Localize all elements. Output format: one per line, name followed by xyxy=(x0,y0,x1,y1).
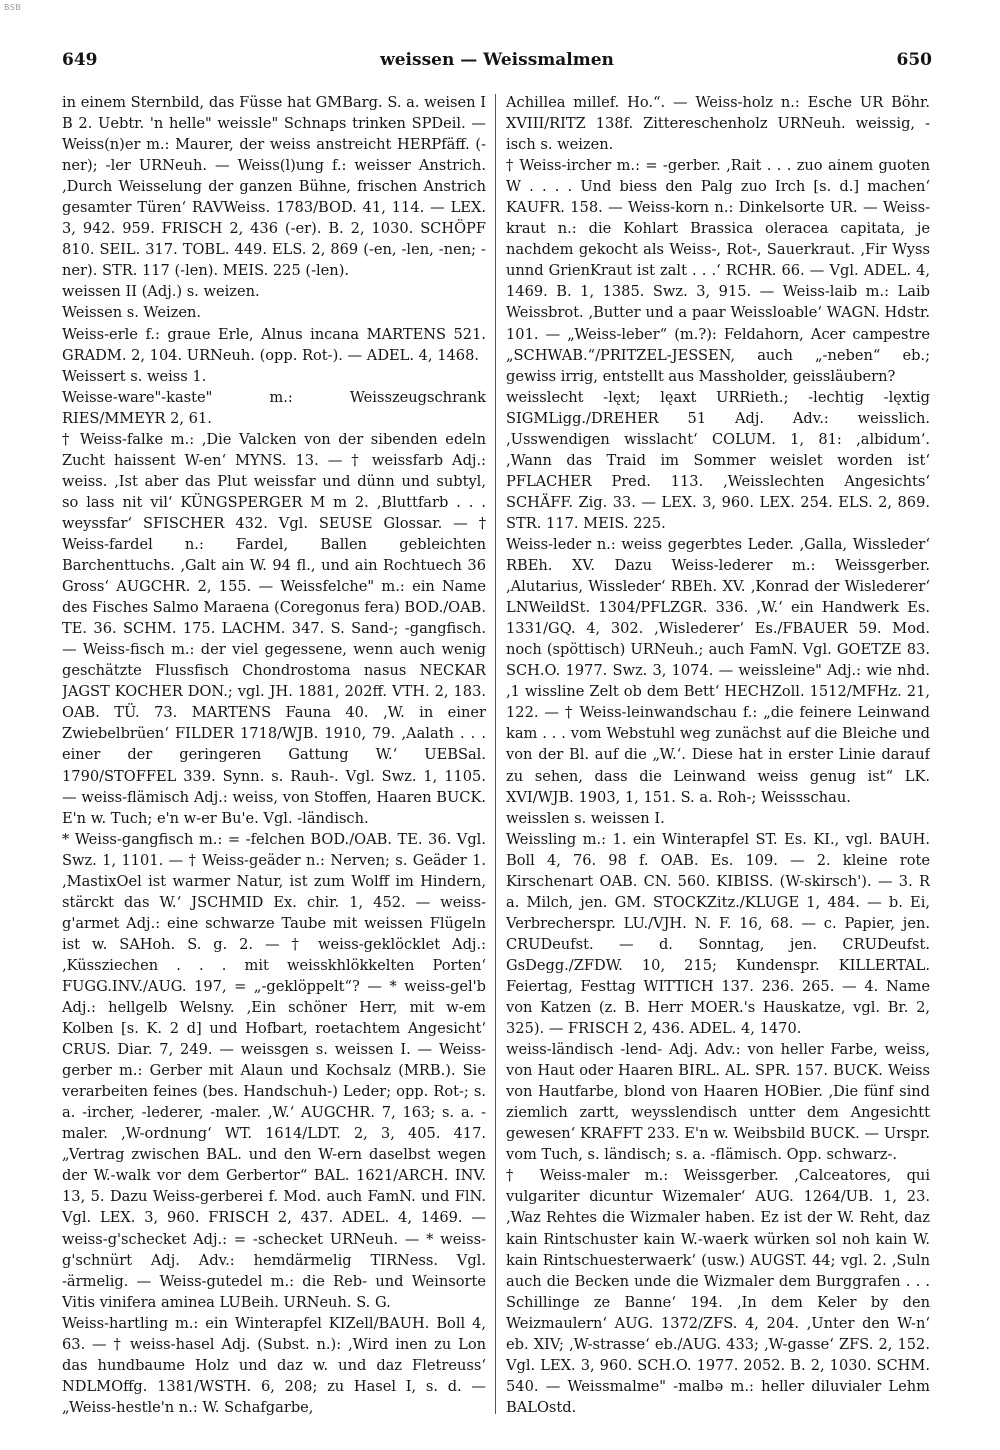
running-title: weissen — Weissmalmen xyxy=(380,50,614,70)
column-divider xyxy=(495,94,496,1414)
entry-paragraph: * Weiss-gangfisch m.: = -felchen BOD./OAB. TE. 36. Vgl. Swz. 1, 1101. — † Weiss-geäder n.: Nerven; s. Geäder 1. ‚MastixOel ist warmer Natur, ist zum Wolff im Hindern, stärckt das W.‘ JSCHMID Ex. chir. 1, 452. — weiss-g'armet Adj.: eine schwarze Taube mit weissen Flügeln ist w. SAHoh. S. g. 2. — † weiss-geklöcklet Adj.: ‚Küssziechen . . . mit weisskhlökkelten Porten‘ FUGG.INV./AUG. 197, = „-geklöppelt“? — * weiss-gel'b Adj.: hellgelb Welsny. ‚Ein schöner Herr, mit w-em Kolben [s. K. 2 d] und Hofbart, roetachtem Angesicht‘ CRUS. Diar. 7, 249. — weissgen s. weissen I. — Weiss-gerber m.: Gerber mit Alaun und Kochsalz (MRB.). Sie verarbeiten feines (bes. Handschuh-) Leder; opp. Rot-; s. a. -ircher, -lederer, -maler. ‚W.‘ AUGCHR. 7, 163; s. a. -maler. ‚W-ordnung‘ WT. 1614/LDT. 2, 3, 405. 417. „Vertrag zwischen BAL. und den W-ern daselbst wegen der W.-walk vor dem Gerbertor“ BAL. 1621/ARCH. INV. 13, 5. Dazu Weiss-gerberei f. Mod. auch FamN. und FlN. Vgl. LEX. 3, 960. FRISCH 2, 437. ADEL. 4, 1469. — weiss-g'schecket Adj.: = -schecket URNeuh. — * weiss-g'schnürt Adj. Adv.: hemdärmelig TIRNess. Vgl. -ärmelig. — Weiss-gutedel m.: die Reb- und Weinsorte Vitis vinifera aminea LUBeih. URNeuh. S. G. xyxy=(62,830,486,1311)
entry-paragraph: Weissen s. Weizen. xyxy=(62,304,202,322)
entry-paragraph: Weiss-hartling m.: ein Winterapfel KIZell/BAUH. Boll 4, 63. — † weiss-hasel Adj. (Subst. n.): ‚Wird inen zu Lon das hundbaume Holz und daz w. und daz Fletreuss‘ NDLMOffg. 1381/WSTH. 6, 208; zu Hasel I, s. d. — „Weiss-hestle'n n.: W. Schafgarbe, xyxy=(62,1314,486,1416)
entry-paragraph: Weisse-ware"-kaste" m.: Weisszeugschrank RIES/MMEYR 2, 61. xyxy=(62,388,486,427)
page-header xyxy=(62,50,932,72)
entry-paragraph: weiss-ländisch -lend- Adj. Adv.: von heller Farbe, weiss, von Haut oder Haaren BIRL. AL. SPR. 157. BUCK. Weiss von Hautfarbe, blond von Haaren HOBier. ‚Die fünf sind ziemlich zartt, weysslendisch untter dem Angesichtt gewesen‘ KRAFFT 233. E'n w. Weibsbild BUCK. — Urspr. vom Tuch, s. ländisch; s. a. -flämisch. Opp. schwarz-. xyxy=(506,1041,930,1164)
entry-paragraph: † Weiss-falke m.: ‚Die Valcken von der sibenden edeln Zucht haissent W-en‘ MYNS. 13. — † weissfarb Adj.: weiss. ‚Ist aber das Plut weissfar und dünn und subtyl, so lass nit vil‘ KÜNGSPERGER M m 2. ‚Bluttfarb . . . weyssfar‘ SFISCHER 432. Vgl. SEUSE Glossar. — † Weiss-fardel n.: Fardel, Ballen gebleichten Barchenttuchs. ‚Galt ain W. 94 fl., und ain Rochtuech 36 Gross‘ AUGCHR. 2, 155. — Weissfelche" m.: ein Name des Fisches Salmo Maraena (Coregonus fera) BOD./OAB. TE. 36. SCHM. 175. LACHM. 347. S. Sand-; -gangfisch. — Weiss-fisch m.: der viel gegessene, wenn auch wenig geschätzte Flussfisch Chondrostoma nasus NECKAR JAGST KOCHER DON.; vgl. JH. 1881, 202ff. VTH. 2, 183. OAB. TÜ. 73. MARTENS Fauna 40. ‚W. in einer Zwiebelbrüen‘ FILDER 1718/WJB. 1910, 79. ‚Aalath . . . einer der geringeren Gattung W.‘ UEBSal. 1790/STOFFEL 339. Synn. s. Rauh-. Vgl. Swz. 1, 1105. — weiss-flämisch Adj.: weiss, von Stoffen, Haaren BUCK. E'n w. Tuch; e'n w-er Bu'e. Vgl. -ländisch. xyxy=(62,430,486,827)
entry-paragraph: Achillea millef. Ho.“. — Weiss-holz n.: Esche UR Böhr. XVIII/RITZ 138f. Zittereschenholz URNeuh. weissig, -isch s. weizen. xyxy=(506,94,930,154)
entry-paragraph: † Weiss-maler m.: Weissgerber. ‚Calceatores, qui vulgariter dicuntur Wizemaler‘ AUG. 1264/UB. 1, 23. ‚Waz Rehtes die Wizmaler haben. Ez ist der W. Reht, daz kain Rintschuster kain W.-waerk würken sol noh kain W. kain Rintschuesterwaerk‘ (usw.) AUGST. 44; vgl. 2. ‚Suln auch die Becken unde die Wizmaler dem Burggrafen . . . Schillinge ze Banne‘ 194. ‚In dem Keler by den Weizmaulern‘ AUG. 1372/ZFS. 4, 204. ‚Unter den W-n‘ eb. XIV; ‚W-strasse‘ eb./AUG. 433; ‚W-gasse‘ ZFS. 2, 152. Vgl. LEX. 3, 960. SCH.O. 1977. 2052. B. 2, 1030. SCHM. 540. — Weissmalme" -malbə m.: heller diluvialer Lehm BALOstd. xyxy=(506,1167,930,1416)
left-column xyxy=(62,92,486,1432)
library-stamp: BSB xyxy=(4,3,22,12)
entry-paragraph: Weiss-erle f.: graue Erle, Alnus incana MARTENS 521. GRADM. 2, 104. URNeuh. (opp. Rot-). — ADEL. 4, 1468. xyxy=(62,325,486,364)
page-number-left: 649 xyxy=(62,50,98,70)
entry-paragraph: Weiss-leder n.: weiss gegerbtes Leder. ‚Galla, Wissleder‘ RBEh. XV. Dazu Weiss-lederer m.: Weissgerber. ‚Alutarius, Wissleder‘ RBEh. XV. ‚Konrad der Wislederer‘ LNWeildSt. 1304/PFLZGR. 336. ‚W.‘ ein Handwerk Es. 1331/GQ. 4, 302. ‚Wislederer‘ Es./FBAUER 59. Mod. noch (spöttisch) URNeuh.; auch FamN. Vgl. GOETZE 83. SCH.O. 1977. Swz. 3, 1074. — weissleine" Adj.: wie nhd. ‚1 wissline Zelt ob dem Bett‘ HECHZoll. 1512/MFHz. 21, 122. — † Weiss-leinwandschau f.: „die feinere Leinwand kam . . . vom Webstuhl weg zunächst auf die Bleiche und von der Bl. auf die „W.‘. Diese hat in erster Linie darauf zu sehen, dass die Leinwand weiss genug ist“ LK. XVI/WJB. 1903, 1, 151. S. a. Roh-; Weissschau. xyxy=(506,535,930,806)
entry-paragraph: Weissert s. weiss 1. xyxy=(62,367,207,385)
right-column xyxy=(506,92,930,1432)
page-number-right: 650 xyxy=(896,50,932,70)
entry-paragraph: weisslecht -lęxt; lęaxt URRieth.; -lechtig -lęxtig SIGMLigg./DREHER 51 Adj. Adv.: weisslich. ‚Usswendigen wisslacht‘ COLUM. 1, 81: ‚albidum‘. ‚Wann das Traid im Sommer weislet worden ist‘ PFLACHER Pred. 113. ‚Weisslechten Angesichts‘ SCHÄFF. Zig. 33. — LEX. 3, 960. LEX. 254. ELS. 2, 869. STR. 117. MEIS. 225. xyxy=(506,388,930,532)
entry-paragraph: in einem Sternbild, das Füsse hat GMBarg. S. a. weisen I B 2. Uebtr. 'n helle" weissle" Schnaps trinken SPDeil. — Weiss(n)er m.: Maurer, der weiss anstreicht HERPfäff. (-ner); -ler URNeuh. — Weiss(l)ung f.: weisser Anstrich. ‚Durch Weisselung der ganzen Bühne, frischen Anstrich gesamter Türen‘ RAVWeiss. 1783/BOD. 41, 114. — LEX. 3, 942. 959. FRISCH 2, 436 (-er). B. 2, 1030. SCHÖPF 810. SEIL. 317. TOBL. 449. ELS. 2, 869 (-en, -len, -nen; -ner). STR. 117 (-len). MEIS. 225 (-len). xyxy=(62,94,486,280)
entry-paragraph: weisslen s. weissen I. xyxy=(506,809,665,827)
entry-paragraph: weissen II (Adj.) s. weizen. xyxy=(62,283,260,301)
entry-paragraph: † Weiss-ircher m.: = -gerber. ‚Rait . . . zuo ainem guoten W . . . . Und biess den Palg zuo Irch [s. d.] machen‘ KAUFR. 158. — Weiss-korn n.: Dinkelsorte UR. — Weiss-kraut n.: die Kohlart Brassica oleracea capitata, je nachdem gekocht als Weiss-, Rot-, Sauerkraut. ‚Fir Wyss unnd GrienKraut ist zalt . . .‘ RCHR. 66. — Vgl. ADEL. 4, 1469. B. 1, 1385. Swz. 3, 915. — Weiss-laib m.: Laib Weissbrot. ‚Butter und a paar Weissloable‘ WAGN. Hdstr. 101. — „Weiss-leber“ (m.?): Feldahorn, Acer campestre „SCHWAB.“/PRITZEL-JESSEN, auch „-neben“ eb.; gewiss irrig, entstellt aus Massholder, geissläubern? xyxy=(506,157,930,385)
entry-paragraph: Weissling m.: 1. ein Winterapfel ST. Es. KI., vgl. BAUH. Boll 4, 76. 98 f. OAB. Es. 109. — 2. kleine rote Kirschenart OAB. CN. 560. KIBISS. (W-skirsch'). — 3. R a. Milch, jen. GM. STOCKZitz./KLUGE 1, 484. — b. Ei, Verbrecherspr. LU./VJH. N. F. 16, 68. — c. Papier, jen. CRUDeufst. — d. Sonntag, jen. CRUDeufst. GsDegg./ZFDW. 10, 215; Kundenspr. KILLERTAL. Feiertag, Festtag WITTICH 137. 236. 265. — 4. Name von Katzen (z. B. Herr MOER.'s Hauskatze, vgl. Br. 2, 325). — FRISCH 2, 436. ADEL. 4, 1470. xyxy=(506,830,930,1038)
